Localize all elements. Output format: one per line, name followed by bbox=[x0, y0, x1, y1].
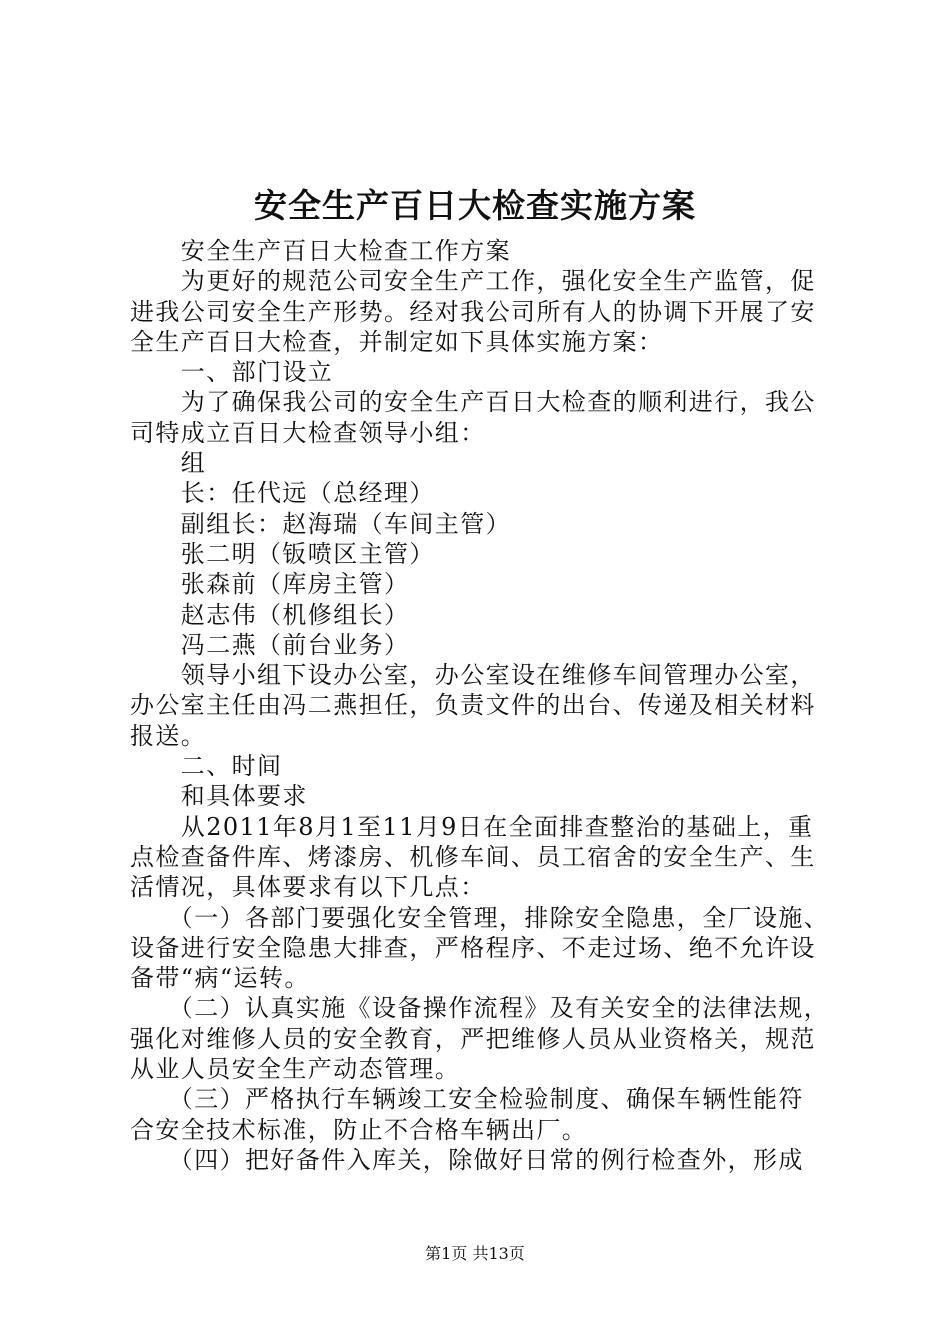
body-line: 点检查备件库、烤漆房、机修车间、员工宿舍的安全生产、生 bbox=[130, 842, 816, 871]
body-line: （二）认真实施《设备操作流程》及有关安全的法律法规， bbox=[130, 994, 830, 1023]
body-line: 副组长：赵海瑞（车间主管） bbox=[130, 509, 511, 538]
body-line: 全生产百日大检查，并制定如下具体实施方案： bbox=[130, 327, 664, 356]
body-line: 为更好的规范公司安全生产工作，强化安全生产监管，促 bbox=[130, 267, 816, 296]
page-footer: 第1页 共13页 bbox=[425, 1244, 525, 1263]
body-line: 办公室主任由冯二燕担任，负责文件的出台、传递及相关材料 bbox=[130, 691, 816, 720]
body-line: 和具体要求 bbox=[130, 782, 308, 811]
body-line: 长：任代远（总经理） bbox=[130, 479, 435, 508]
body-line: 一、部门设立 bbox=[130, 358, 334, 387]
body-line: （四）把好备件入库关，除做好日常的例行检查外，形成 bbox=[130, 1145, 804, 1174]
body-line: 二、时间 bbox=[130, 752, 283, 781]
body-line: 为了确保我公司的安全生产百日大检查的顺利进行，我公 bbox=[130, 388, 816, 417]
body-line: 从业人员安全生产动态管理。 bbox=[130, 1055, 461, 1084]
document-title: 安全生产百日大检查实施方案 bbox=[254, 186, 696, 225]
body-line: 强化对维修人员的安全教育，严把维修人员从业资格关，规范 bbox=[130, 1024, 816, 1053]
body-line: 张森前（库房主管） bbox=[130, 570, 410, 599]
body-line: 报送。 bbox=[130, 721, 207, 750]
body-line: 设备进行安全隐患大排查，严格程序、不走过场、绝不允许设 bbox=[130, 933, 816, 962]
document-body bbox=[130, 236, 830, 1175]
body-line: （三）严格执行车辆竣工安全检验制度、确保车辆性能符 bbox=[130, 1085, 804, 1114]
body-line: 组 bbox=[130, 449, 207, 478]
body-line: 安全生产百日大检查工作方案 bbox=[130, 237, 511, 265]
body-line: （一）各部门要强化安全管理，排除安全隐患，全厂设施、 bbox=[130, 903, 830, 932]
body-line: 从2011年8月1至11月9日在全面排查整治的基础上，重 bbox=[130, 812, 814, 841]
body-line: 进我公司安全生产形势。经对我公司所有人的协调下开展了安 bbox=[130, 297, 816, 326]
body-line: 活情况，具体要求有以下几点： bbox=[130, 873, 486, 902]
body-line: 赵志伟（机修组长） bbox=[130, 600, 410, 629]
body-line: 司特成立百日大检查领导小组： bbox=[130, 418, 486, 447]
body-line: 备带“病“运转。 bbox=[130, 964, 310, 993]
body-line: 领导小组下设办公室，办公室设在维修车间管理办公室， bbox=[130, 661, 816, 690]
body-line: 冯二燕（前台业务） bbox=[130, 630, 410, 659]
body-line: 合安全技术标准，防止不合格车辆出厂。 bbox=[130, 1115, 588, 1144]
body-line: 张二明（钣喷区主管） bbox=[130, 539, 435, 568]
